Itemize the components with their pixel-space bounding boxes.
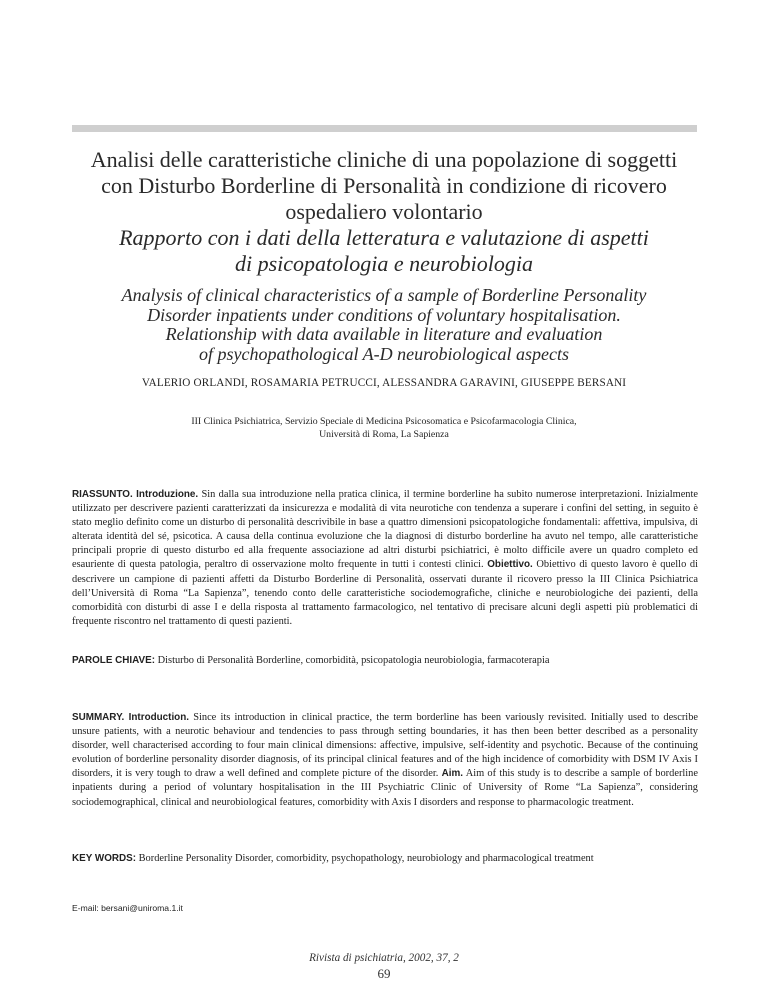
key-words-text: Borderline Personality Disorder, comorbidity, psychopathology, neurobiology and pharmacological treatment: [136, 853, 594, 864]
english-title-line: Relationship with data available in literature and evaluation: [165, 324, 603, 344]
journal-citation: Rivista di psichiatria, 2002, 37, 2: [309, 952, 459, 964]
parole-chiave-label: PAROLE CHIAVE:: [72, 655, 156, 666]
summary-abstract: [72, 711, 698, 810]
riassunto-heading: RIASSUNTO. Introduzione.: [72, 489, 199, 500]
parole-chiave-paragraph: [72, 654, 698, 668]
italian-title-line: Analisi delle caratteristiche cliniche di una popolazione di soggetti: [90, 147, 678, 172]
key-words: [72, 852, 698, 866]
parole-chiave: [72, 654, 698, 668]
key-words-label: KEY WORDS:: [72, 853, 137, 864]
affiliation: [90, 416, 678, 441]
italian-title-line: con Disturbo Borderline di Personalità in condizione di ricovero: [101, 173, 667, 198]
page-number: 69: [377, 966, 391, 981]
riassunto-paragraph: [72, 488, 698, 629]
italian-title-block: [60, 147, 708, 277]
top-rule: [72, 125, 697, 132]
riassunto-abstract: [72, 488, 698, 629]
affiliation-line: Università di Roma, La Sapienza: [319, 428, 449, 440]
english-title-line: Disorder inpatients under conditions of voluntary hospitalisation.: [147, 304, 621, 325]
english-title: [80, 286, 688, 364]
key-words-paragraph: [72, 852, 698, 866]
summary-text: Since its introduction in clinical practice, the term borderline has been variously revisited. Initially used to describe unsure patients, with a neurotic behaviour and tendencies to pass through setting boundaries, it has then been better described as a personality disorder, well characterised according to four main clinical dimensions: affective, impulsive, self-identity and psychotic. Because of the continuing evolution of borderline personality disorder diagnosis, of its principal clinical features and of the high incidence of comorbidity with DSM IV Axis I disorders, it is very tough to draw a well defined and complete picture of the disorder.: [72, 712, 698, 780]
english-title-line: of psychopathological A-D neurobiological aspects: [199, 343, 569, 364]
email-address: E-mail: bersani@uniroma.1.it: [72, 903, 183, 913]
italian-subtitle-line: di psicopatologia e neurobiologia: [235, 251, 533, 276]
italian-subtitle-line: Rapporto con i dati della letteratura e valutazione di aspetti: [119, 225, 649, 250]
english-title-line: Analysis of clinical characteristics of a sample of Borderline Personality: [121, 285, 647, 305]
obiettivo-label: Obiettivo.: [487, 559, 533, 571]
italian-title-line: ospedaliero volontario: [285, 199, 483, 224]
summary-paragraph: [72, 711, 698, 810]
italian-title: [60, 147, 708, 225]
summary-text: Aim of this study is to describe a sample of borderline inpatients during a period of voluntary hospitalisation in the III Psychiatric Clinic of University of Rome “La Sapienza”, considering sociodemographical, clinical and neurobiological features, comorbidity with Axis I disorders and response to pharmacologic treatment.: [72, 768, 698, 808]
summary-heading: SUMMARY. Introduction.: [72, 712, 189, 723]
riassunto-text: Obiettivo di questo lavoro è quello di descrivere un campione di pazienti affetti da Disturbo Borderline di Personalità, osservati durante il ricovero presso la III Clinica Psichiatrica dell’Università di Roma “La Sapienza”, tenendo conto delle caratteristiche sociodemografiche, cliniche e neurobiologiche dei pazienti, della comorbidità con disturbi di asse I e della risposta al trattamento farmacologico, nel tentativo di precisare alcuni degli aspetti più problematici di frequente riscontro nel trattamento di questi pazienti.: [72, 559, 698, 627]
parole-chiave-text: Disturbo di Personalità Borderline, comorbidità, psicopatologia neurobiologia, farmacoterapia: [155, 655, 550, 666]
riassunto-text: Sin dalla sua introduzione nella pratica clinica, il termine borderline ha subito numerose interpretazioni. Inizialmente utilizzato per descrivere pazienti caratterizzati da insicurezza e modalità di vita neurotiche con tendenza a superare i confini del setting, in seguito è stato meglio definito come un disturbo di personalità descrivibile in base a quattro dimensioni psicopatologiche fondamentali: affettiva, impulsiva, di alterata identità del sé, psicotica. A causa della continua evoluzione che la diagnosi di disturbo borderline ha avuto nel tempo, alle caratteristiche principali proprie di questo disturbo ed alla frequente associazione ad altri disturbi psichiatrici, è molto difficile avere un quadro completo ed esauriente di questa patologia, peraltro di osservazione molto frequente in tutti i contesti clinici.: [72, 489, 698, 571]
authors: VALERIO ORLANDI, ROSAMARIA PETRUCCI, ALESSANDRA GARAVINI, GIUSEPPE BERSANI: [141, 377, 627, 389]
page-footer: [0, 951, 768, 982]
italian-subtitle: [60, 225, 708, 277]
affiliation-line: III Clinica Psichiatrica, Servizio Speciale di Medicina Psicosomatica e Psicofarmacologia Clinica,: [191, 416, 577, 427]
aim-label: Aim.: [441, 768, 463, 780]
